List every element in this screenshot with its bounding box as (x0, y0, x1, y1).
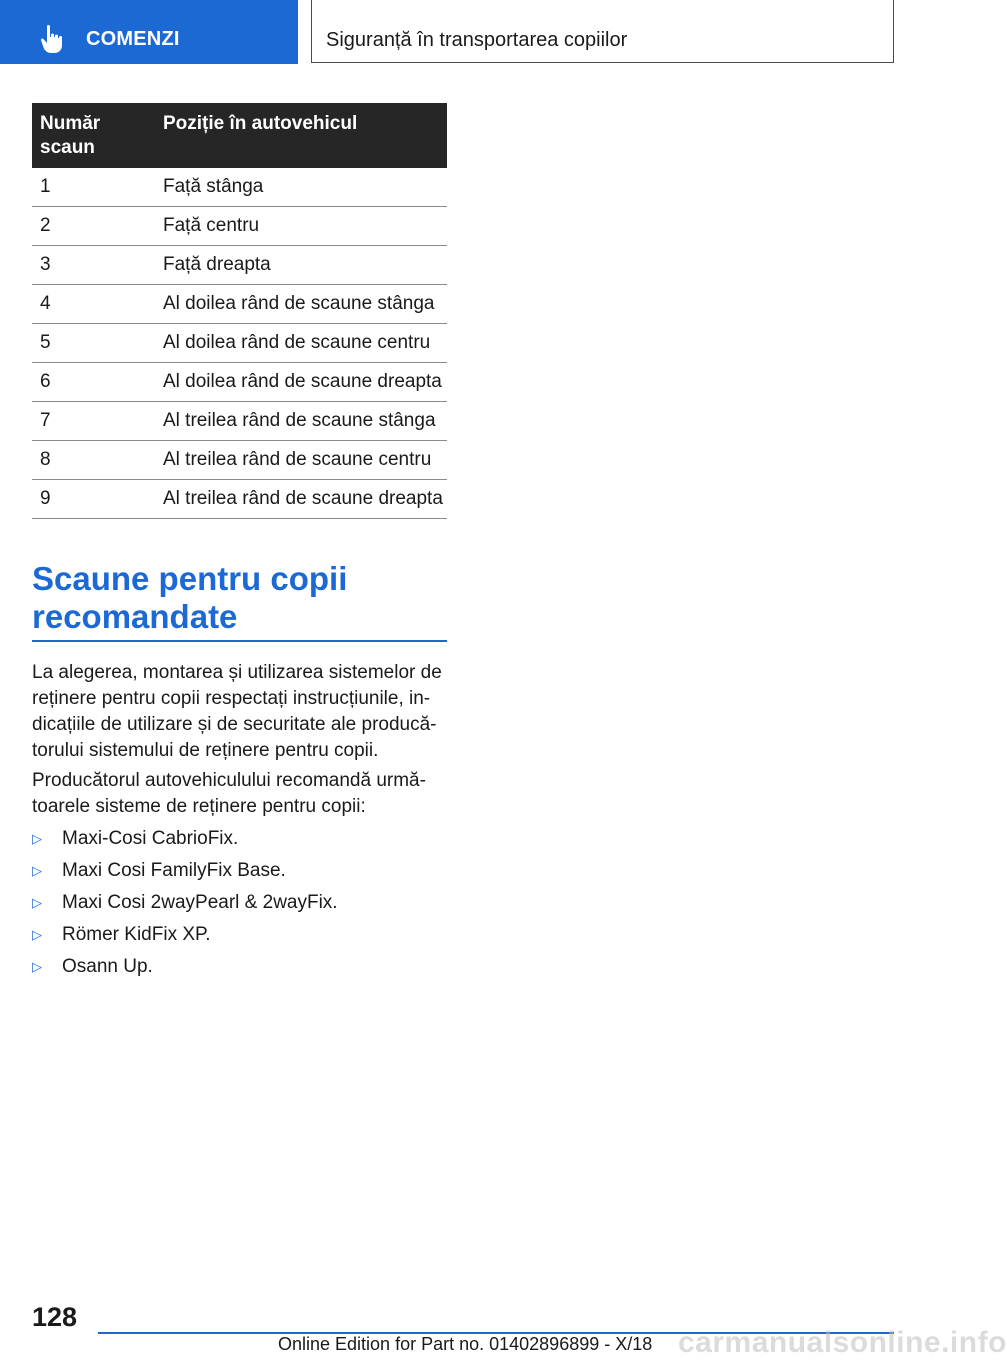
triangle-bullet-icon: ▷ (32, 863, 42, 878)
page-number: 128 (32, 1302, 78, 1332)
seat-position-cell: Al treilea rând de scaune centru (155, 441, 447, 480)
seat-position-cell: Față centru (155, 207, 447, 246)
list-item-text: Römer KidFix XP. (62, 924, 211, 945)
seat-number-cell: 3 (32, 246, 155, 285)
pointing-hand-icon (40, 24, 66, 54)
table-row (32, 363, 447, 402)
seat-number-cell: 5 (32, 324, 155, 363)
tab-label: COMENZI (86, 28, 180, 50)
intro-paragraph: La alegerea, montarea și utilizarea sistemelor de reținere pentru copii respectați instrucțiunile, in-dicațiile de utilizare și de securitate ale producă-torului sistemului de reținere pentru copii. (32, 662, 442, 761)
triangle-bullet-icon: ▷ (32, 959, 42, 974)
table-row (32, 207, 447, 246)
table-row (32, 285, 447, 324)
header-section-box (311, 0, 894, 63)
triangle-bullet-icon: ▷ (32, 895, 42, 910)
seat-number-cell: 2 (32, 207, 155, 246)
triangle-bullet-icon: ▷ (32, 831, 42, 846)
list-item (32, 919, 338, 951)
table-row (32, 324, 447, 363)
list-item (32, 887, 338, 919)
seat-position-cell: Al treilea rând de scaune stânga (155, 402, 447, 441)
table-row (32, 441, 447, 480)
chapter-title: Siguranță în transportarea copiilor (326, 29, 628, 51)
header-tab-comenzi[interactable] (0, 0, 298, 64)
list-item (32, 855, 338, 887)
recommendation-paragraph: Producătorul autovehiculului recomandă urmă-toarele sisteme de reținere pentru copii: (32, 770, 426, 817)
triangle-bullet-icon: ▷ (32, 927, 42, 942)
seat-number-cell: 1 (32, 168, 155, 207)
list-item (32, 951, 338, 983)
column-header-position: Poziție în autovehicul (155, 103, 447, 168)
seat-number-cell: 6 (32, 363, 155, 402)
section-heading-line2: recomandate (32, 598, 238, 635)
table-row (32, 402, 447, 441)
seat-position-cell: Al doilea rând de scaune stânga (155, 285, 447, 324)
watermark-text: carmanualsonline.info (678, 1326, 1007, 1359)
list-item (32, 823, 338, 855)
seat-position-cell: Față stânga (155, 168, 447, 207)
seat-position-cell: Al doilea rând de scaune dreapta (155, 363, 447, 402)
table-row (32, 480, 447, 519)
table-header-row (32, 103, 447, 168)
list-item-text: Maxi Cosi 2wayPearl & 2wayFix. (62, 892, 338, 913)
seat-number-cell: 9 (32, 480, 155, 519)
list-item-text: Maxi Cosi FamilyFix Base. (62, 860, 286, 881)
seat-position-cell: Al treilea rând de scaune dreapta (155, 480, 447, 519)
column-header-seat-number: Număr scaun (32, 103, 155, 168)
table-row (32, 246, 447, 285)
seat-position-table (32, 103, 447, 519)
list-item-text: Maxi-Cosi CabrioFix. (62, 828, 239, 849)
footer-edition-text: Online Edition for Part no. 01402896899 - X/18 (278, 1334, 653, 1354)
seat-number-cell: 8 (32, 441, 155, 480)
seat-number-cell: 7 (32, 402, 155, 441)
seat-position-cell: Față dreapta (155, 246, 447, 285)
seat-number-cell: 4 (32, 285, 155, 324)
section-heading (32, 560, 447, 642)
section-heading-line1: Scaune pentru copii (32, 560, 348, 597)
list-item-text: Osann Up. (62, 956, 153, 977)
seat-position-cell: Al doilea rând de scaune centru (155, 324, 447, 363)
recommended-seats-list (32, 823, 338, 983)
table-row (32, 168, 447, 207)
